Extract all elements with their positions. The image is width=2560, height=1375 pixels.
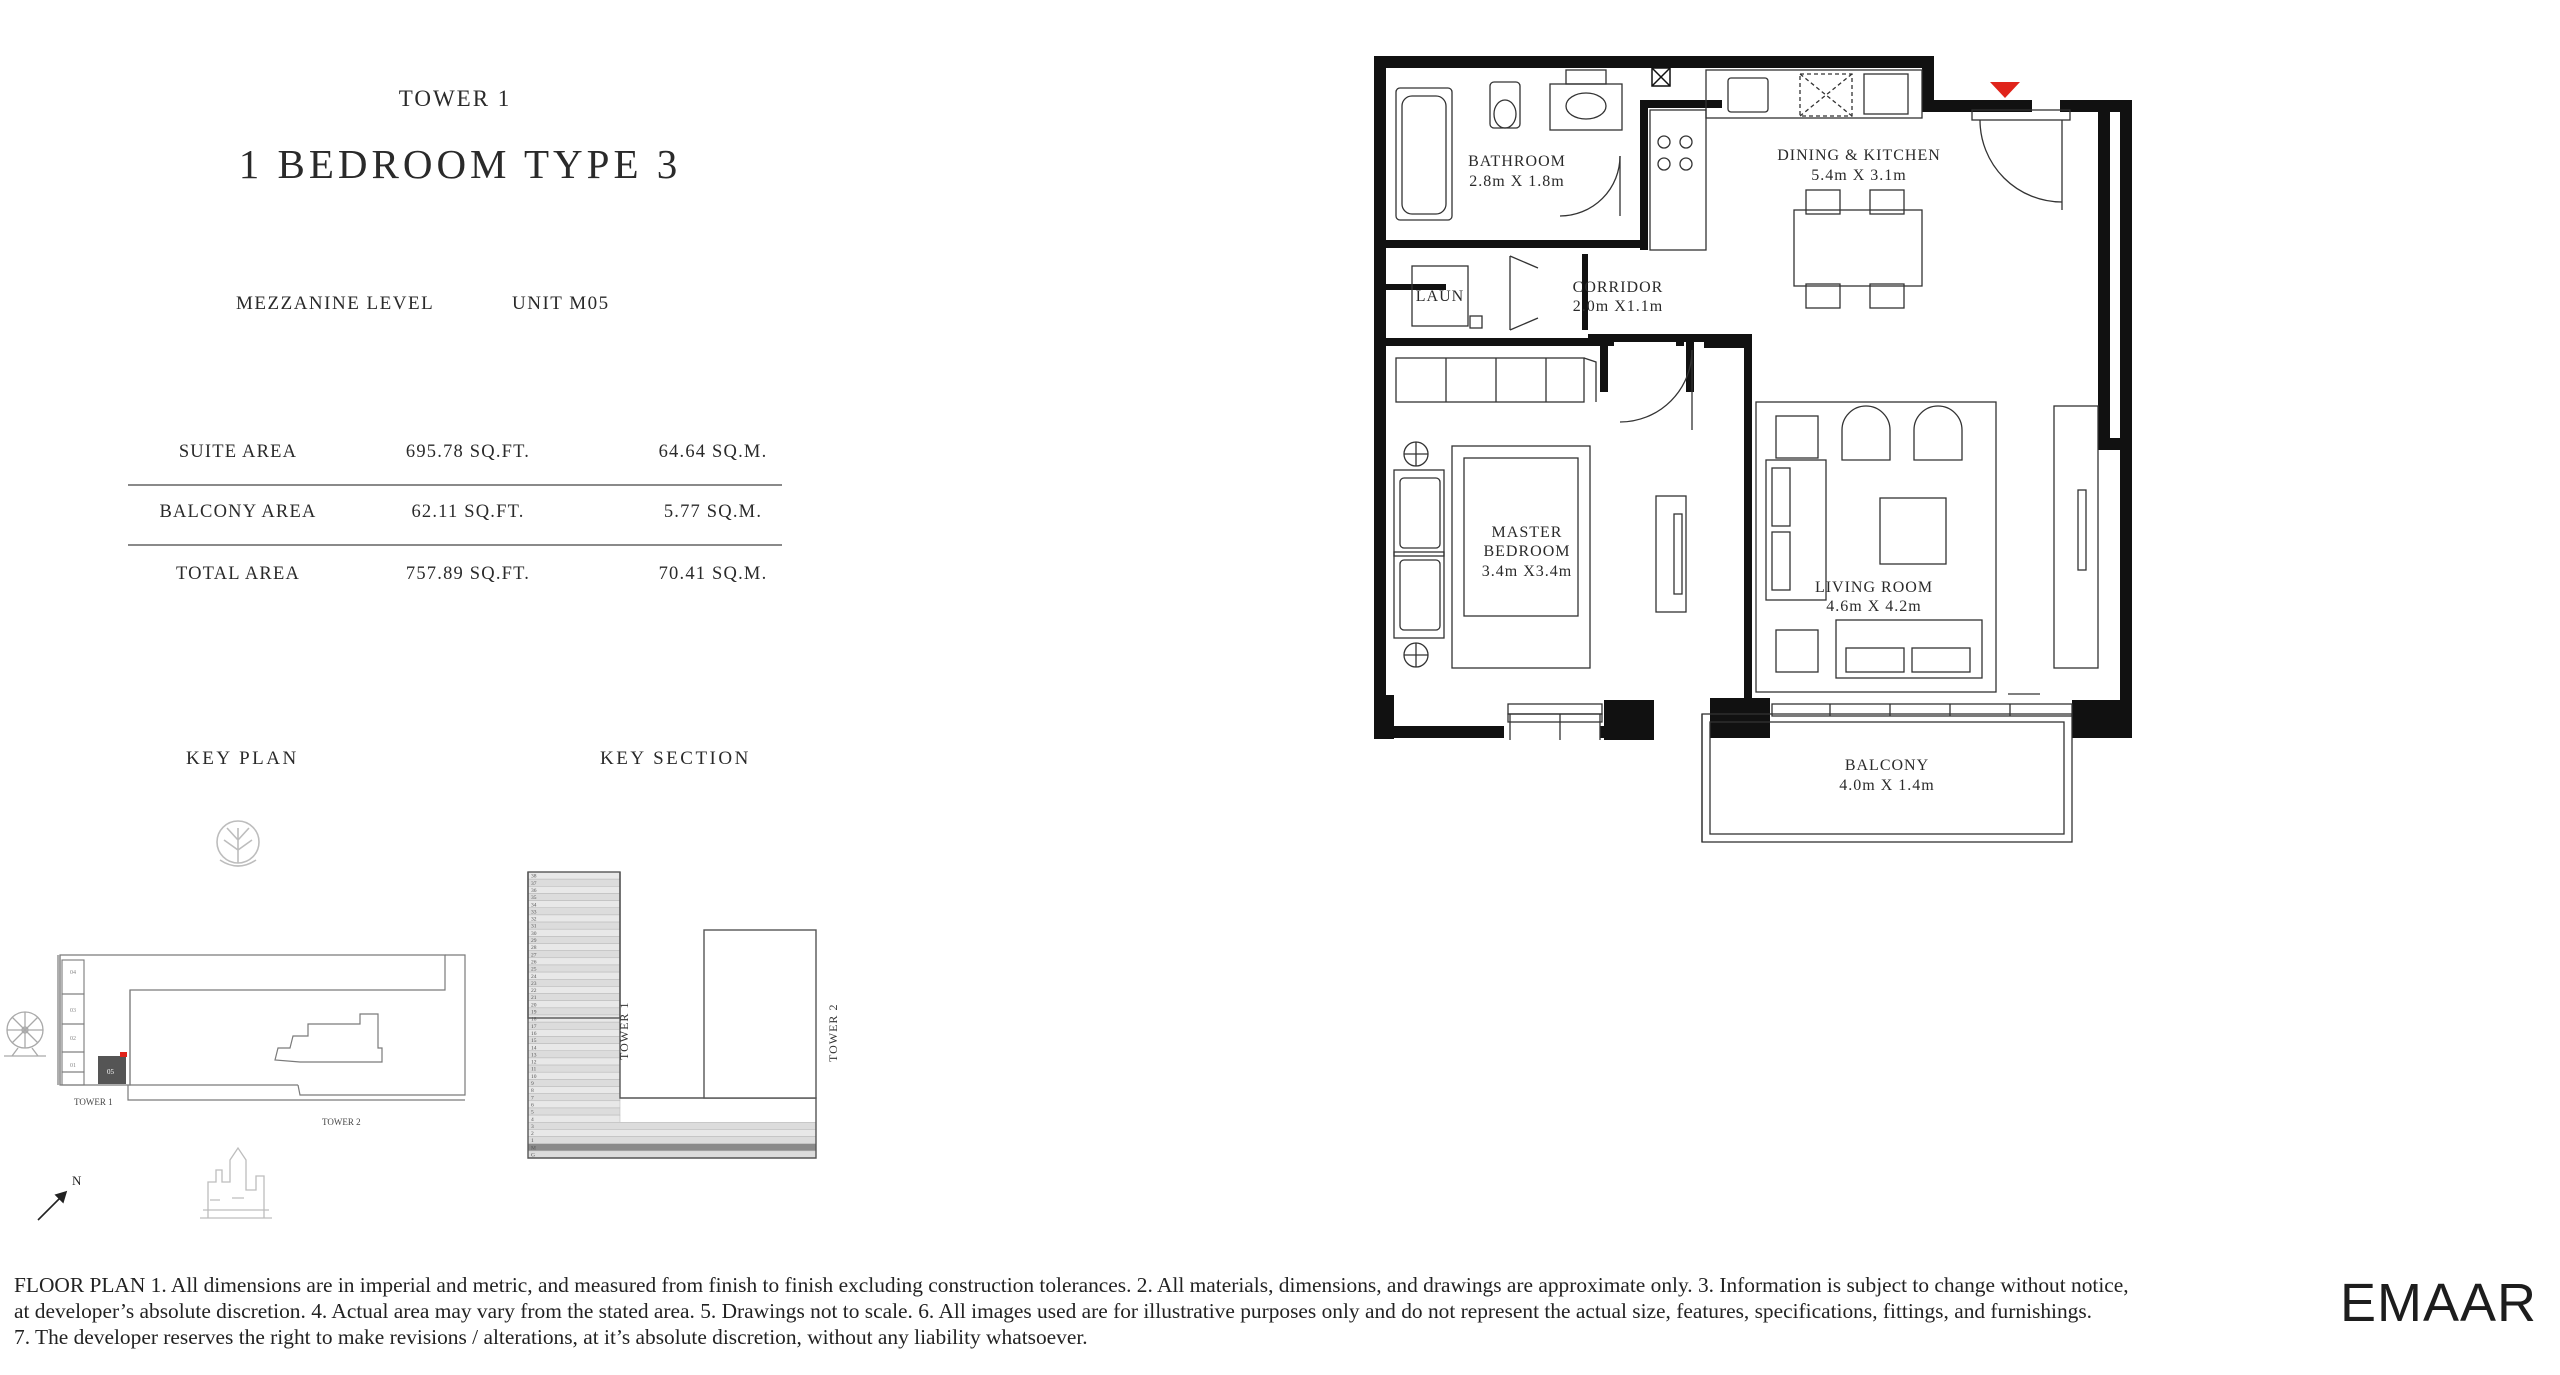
floor-band bbox=[528, 1001, 620, 1008]
north-arrow-icon bbox=[38, 1192, 66, 1220]
room-name-laundry: LAUN bbox=[1415, 288, 1465, 305]
floor-label: 8 bbox=[531, 1088, 534, 1095]
disclaimer-line: at developer’s absolute discretion. 4. Actual area may vary from the stated area. 5. Drawings not to scale. 6. All images used are for illustrative purposes only and do not represent the actual size, features, specifications, fittings, and furnishings. bbox=[14, 1299, 2093, 1323]
tower2-caption: TOWER 2 bbox=[322, 1117, 361, 1127]
dining-table bbox=[1794, 190, 1922, 308]
area-row-balcony bbox=[128, 480, 782, 540]
unit-number: 04 bbox=[70, 970, 76, 976]
entry-marker bbox=[1990, 82, 2020, 98]
room-size-corridor: 2.0m X1.1m bbox=[1572, 298, 1664, 315]
room-name-dining-kitchen: DINING & KITCHEN bbox=[1777, 147, 1941, 164]
floor-label: 4 bbox=[531, 1116, 534, 1123]
floor-label: 3 bbox=[531, 1123, 534, 1130]
unit-type-title: 1 BEDROOM TYPE 3 bbox=[238, 141, 682, 187]
pillow bbox=[1400, 478, 1440, 548]
sofa bbox=[1836, 620, 1982, 678]
floor-label: 37 bbox=[531, 880, 537, 887]
floor-label: 36 bbox=[531, 887, 537, 894]
washbasin bbox=[1550, 84, 1622, 130]
interior-walls bbox=[1386, 100, 1752, 700]
floor-band bbox=[528, 893, 620, 900]
wardrobe bbox=[2054, 406, 2098, 668]
floor-label: 31 bbox=[531, 923, 537, 930]
floor-band bbox=[528, 1072, 620, 1079]
room-name-bathroom: BATHROOM bbox=[1468, 153, 1566, 170]
floor-label: 25 bbox=[531, 966, 537, 973]
floor-band bbox=[528, 1137, 816, 1144]
floor-label: 27 bbox=[531, 952, 537, 959]
coffee-table bbox=[1880, 498, 1946, 564]
area-sqm: 64.64 SQ.M. bbox=[658, 442, 768, 462]
unit-entry-marker bbox=[120, 1052, 127, 1057]
floor-band bbox=[528, 1022, 620, 1029]
floor-label: G bbox=[531, 1152, 535, 1159]
floor-band bbox=[528, 886, 620, 893]
floor-band bbox=[528, 951, 620, 958]
floor-label: 19 bbox=[531, 1009, 537, 1016]
floor-band bbox=[528, 879, 620, 886]
disclaimer bbox=[14, 1272, 2284, 1350]
key-section-drawing bbox=[520, 860, 840, 1165]
side-table bbox=[1776, 630, 1818, 672]
room-name-corridor: CORRIDOR bbox=[1572, 279, 1664, 296]
floor-label: 35 bbox=[531, 895, 537, 902]
disclaimer-line: 7. The developer reserves the right to make revisions / alterations, at it’s absolute discretion, without any liability whatsoever. bbox=[14, 1325, 1088, 1349]
wardrobe bbox=[1396, 358, 1584, 402]
floor-band bbox=[528, 936, 620, 943]
bathroom-door-swing bbox=[1560, 156, 1620, 216]
floor-label: 10 bbox=[531, 1073, 537, 1080]
floor-plan bbox=[1360, 40, 2180, 860]
bathtub bbox=[1396, 88, 1452, 220]
floor-band bbox=[528, 979, 620, 986]
floor-band bbox=[528, 1079, 620, 1086]
floor-label: 23 bbox=[531, 980, 537, 987]
unit-number: 03 bbox=[70, 1008, 76, 1014]
floor-label: 26 bbox=[531, 959, 537, 966]
floor-band bbox=[528, 1029, 620, 1036]
floor-band bbox=[528, 994, 620, 1001]
tower2-outline bbox=[704, 930, 816, 1098]
floor-label: 18 bbox=[531, 1016, 537, 1023]
side-table bbox=[1776, 416, 1818, 458]
floor-band bbox=[528, 986, 620, 993]
floor-band bbox=[528, 1087, 620, 1094]
floor-band bbox=[528, 901, 620, 908]
floor-label: M bbox=[531, 1145, 536, 1152]
floor-label: 21 bbox=[531, 995, 537, 1002]
room-size-bathroom: 2.8m X 1.8m bbox=[1469, 173, 1565, 190]
area-sqft: 757.89 SQ.FT. bbox=[405, 564, 531, 584]
floor-band bbox=[528, 1115, 620, 1122]
disclaimer-line: FLOOR PLAN 1. All dimensions are in imperial and metric, and measured from finish to finish excluding construction tolerances. 2. All materials, dimensions, and drawings are approximate only. 3. Information is subject to change without notice, bbox=[14, 1273, 2129, 1297]
area-label: BALCONY AREA bbox=[159, 502, 317, 522]
balcony-glazing bbox=[1508, 694, 2072, 740]
floor-band bbox=[528, 1044, 620, 1051]
area-sqft: 62.11 SQ.FT. bbox=[411, 502, 525, 522]
toilet bbox=[1490, 82, 1520, 128]
floor-label: 6 bbox=[531, 1102, 534, 1109]
area-row-suite bbox=[128, 420, 782, 480]
floor-label: 34 bbox=[531, 902, 537, 909]
floor-label: 22 bbox=[531, 988, 537, 995]
bedroom-furniture bbox=[1394, 350, 1692, 668]
unit-label: UNIT M05 bbox=[512, 293, 610, 314]
floor-label: 16 bbox=[531, 1030, 537, 1037]
unit-tag: 05 bbox=[107, 1068, 114, 1076]
floor-label: 11 bbox=[531, 1066, 537, 1073]
room-size-balcony: 4.0m X 1.4m bbox=[1839, 777, 1935, 794]
floor-band bbox=[528, 1129, 816, 1136]
bathroom-fixtures bbox=[1396, 70, 1622, 220]
level-label: MEZZANINE LEVEL bbox=[236, 293, 435, 314]
floor-band bbox=[528, 1065, 620, 1072]
floor-label: 32 bbox=[531, 916, 537, 923]
floor-label: 9 bbox=[531, 1081, 534, 1087]
floor-label: 7 bbox=[531, 1095, 534, 1102]
ferris-wheel-icon bbox=[4, 1012, 46, 1056]
area-label: SUITE AREA bbox=[178, 442, 298, 462]
floor-band bbox=[528, 1036, 620, 1043]
floor-band bbox=[528, 915, 620, 922]
floor-band bbox=[528, 1101, 620, 1108]
area-row-total bbox=[128, 542, 782, 602]
palm-icon bbox=[217, 821, 259, 866]
living-furniture bbox=[1756, 402, 2098, 692]
floor-band bbox=[528, 958, 620, 965]
armchair bbox=[1914, 406, 1962, 460]
floor-label: 24 bbox=[531, 973, 537, 980]
tower-label: TOWER 1 bbox=[398, 86, 512, 111]
floor-label: 20 bbox=[531, 1002, 537, 1009]
floor-band bbox=[528, 872, 620, 879]
room-name-master-bedroom-line2: BEDROOM bbox=[1483, 543, 1571, 560]
key-plan-drawing bbox=[0, 800, 480, 1240]
armchair bbox=[1842, 406, 1890, 460]
brand-logo: EMAAR bbox=[2340, 1273, 2538, 1333]
floor-band bbox=[528, 1122, 816, 1129]
floor-label: 17 bbox=[531, 1023, 537, 1030]
floor-label: 15 bbox=[531, 1038, 537, 1045]
floor-band bbox=[528, 922, 620, 929]
bedroom-door-swing bbox=[1620, 350, 1692, 422]
floor-label: 5 bbox=[531, 1109, 534, 1116]
floor-band bbox=[528, 1058, 620, 1065]
floor-label: 33 bbox=[531, 909, 537, 916]
floor-label: 2 bbox=[531, 1131, 534, 1138]
shaft-icon bbox=[1652, 68, 1670, 86]
floor-label: 13 bbox=[531, 1052, 537, 1059]
floor-label: 14 bbox=[531, 1045, 537, 1052]
area-sqm: 70.41 SQ.M. bbox=[658, 564, 768, 584]
north-label: N bbox=[72, 1173, 82, 1188]
floor-band bbox=[528, 929, 620, 936]
floor-label: 12 bbox=[531, 1059, 537, 1066]
floor-label: 30 bbox=[531, 930, 537, 937]
floor-band bbox=[528, 1108, 620, 1115]
room-size-living-room: 4.6m X 4.2m bbox=[1826, 598, 1922, 615]
skyline-icon bbox=[200, 1148, 272, 1218]
floor-band bbox=[528, 1008, 620, 1015]
floor-label: 38 bbox=[531, 873, 537, 880]
unit-number: 02 bbox=[70, 1036, 76, 1042]
floor-band bbox=[528, 965, 620, 972]
section-tower2-label: TOWER 2 bbox=[826, 1003, 840, 1062]
room-size-master-bedroom: 3.4m X3.4m bbox=[1481, 563, 1573, 580]
pillow bbox=[1400, 560, 1440, 630]
room-size-dining-kitchen: 5.4m X 3.1m bbox=[1811, 167, 1907, 184]
floor-band bbox=[528, 908, 620, 915]
floor-band bbox=[528, 972, 620, 979]
floor-band bbox=[528, 1094, 620, 1101]
room-name-living-room: LIVING ROOM bbox=[1814, 579, 1934, 596]
floor-band bbox=[528, 1151, 816, 1158]
floor-label: 1 bbox=[531, 1138, 534, 1145]
section-tower1-label: TOWER 1 bbox=[617, 1001, 631, 1060]
area-label: TOTAL AREA bbox=[175, 564, 301, 584]
entry-door bbox=[1972, 110, 2070, 210]
floor-band bbox=[528, 1051, 620, 1058]
tower1-caption: TOWER 1 bbox=[74, 1097, 113, 1107]
floor-label: 28 bbox=[531, 945, 537, 952]
room-name-master-bedroom: MASTER bbox=[1491, 524, 1563, 541]
floor-band bbox=[528, 1144, 816, 1151]
key-plan-title: KEY PLAN bbox=[186, 748, 299, 769]
area-sqft: 695.78 SQ.FT. bbox=[405, 442, 531, 462]
unit-number: 01 bbox=[70, 1063, 76, 1069]
kitchen-sink bbox=[1728, 78, 1768, 112]
floor-label: 29 bbox=[531, 938, 537, 944]
key-section-title: KEY SECTION bbox=[600, 748, 751, 769]
room-name-balcony: BALCONY bbox=[1844, 757, 1930, 774]
area-sqm: 5.77 SQ.M. bbox=[663, 502, 763, 522]
floor-band bbox=[528, 944, 620, 951]
